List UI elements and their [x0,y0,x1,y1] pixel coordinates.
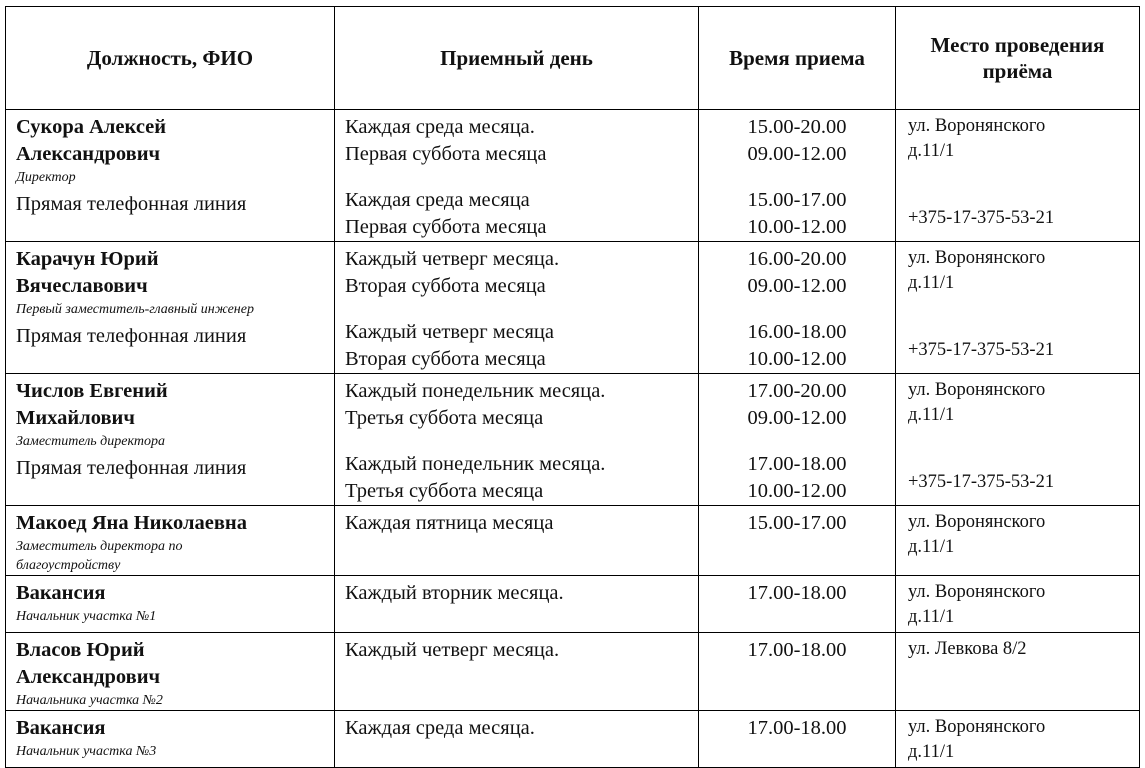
table-header-row [6,7,1140,110]
header-reception-day-label: Приемный день [440,46,593,70]
address-line2: д.11/1 [908,742,955,762]
person-name-line1: Карачун Юрий [16,248,159,270]
person-role: Начальник участка №1 [16,609,157,624]
place-cell [896,576,1140,633]
reception-time: 15.00-20.00 [747,116,847,138]
place-cell [896,374,1140,506]
reception-day: Вторая суббота месяца [345,275,546,297]
table-row [6,633,1140,711]
reception-day: Каждая среда месяца. [345,717,535,739]
table-row [6,242,1140,374]
person-cell [6,633,335,711]
phone-day: Третья суббота месяца [345,480,544,502]
person-role: Заместитель директора [16,434,165,449]
day-cell [335,110,699,242]
reception-time: 09.00-12.00 [747,407,847,429]
header-reception-place-line2: приёма [982,59,1053,83]
time-cell [699,633,896,711]
phone-time: 10.00-12.00 [747,348,847,370]
address-line2: д.11/1 [908,607,955,627]
address-line1: ул. Воронянского [908,116,1046,136]
header-position-name-label: Должность, ФИО [86,46,254,70]
address-line1: ул. Воронянского [908,582,1046,602]
reception-time: 17.00-20.00 [747,380,847,402]
time-cell [699,242,896,374]
place-cell [896,506,1140,576]
header-position-name [6,7,335,110]
phone-day: Каждый четверг месяца [345,321,554,343]
phone-line-label: Прямая телефонная линия [16,325,247,347]
person-name-line1: Власов Юрий [16,639,145,661]
reception-day: Каждая пятница месяца [345,512,554,534]
person-name-line2: Михайлович [16,407,135,429]
time-cell [699,506,896,576]
person-name-line2: Александрович [16,143,161,165]
day-cell [335,506,699,576]
phone-number: +375-17-375-53-21 [908,472,1055,492]
person-role: Начальника участка №2 [16,693,163,708]
reception-schedule-table [5,6,1140,768]
person-cell [6,576,335,633]
phone-time: 10.00-12.00 [747,216,847,238]
phone-time: 16.00-18.00 [747,321,847,343]
time-cell [699,374,896,506]
phone-day: Первая суббота месяца [345,216,547,238]
reception-day: Первая суббота месяца [345,143,547,165]
phone-line-label: Прямая телефонная линия [16,193,247,215]
person-cell [6,374,335,506]
phone-day: Вторая суббота месяца [345,348,546,370]
day-cell [335,242,699,374]
time-cell [699,110,896,242]
person-role: Директор [16,170,76,185]
day-cell [335,374,699,506]
person-role-line1: Заместитель директора по [16,539,183,554]
reception-day: Третья суббота месяца [345,407,544,429]
phone-time: 17.00-18.00 [747,453,847,475]
time-cell [699,576,896,633]
reception-time: 09.00-12.00 [747,143,847,165]
person-name-line1: Вакансия [16,582,106,604]
phone-time: 10.00-12.00 [747,480,847,502]
person-cell [6,110,335,242]
address-line1: ул. Левкова 8/2 [908,639,1027,659]
header-reception-time [699,7,896,110]
table-row [6,576,1140,633]
place-cell [896,242,1140,374]
address-line1: ул. Воронянского [908,717,1046,737]
phone-line-label: Прямая телефонная линия [16,457,247,479]
person-name-line2: Вячеславович [16,275,148,297]
header-reception-time-label: Время приема [729,46,865,70]
reception-time: 16.00-20.00 [747,248,847,270]
header-reception-place [896,7,1140,110]
table-row [6,711,1140,768]
person-cell [6,242,335,374]
reception-day: Каждый понедельник месяца. [345,380,606,402]
place-cell [896,633,1140,711]
address-line1: ул. Воронянского [908,248,1046,268]
reception-time: 17.00-18.00 [747,639,847,661]
person-name-line1: Сукора Алексей [16,116,167,138]
day-cell [335,576,699,633]
reception-time: 17.00-18.00 [747,582,847,604]
person-cell [6,711,335,768]
person-role: Начальник участка №3 [16,744,157,759]
person-cell [6,506,335,576]
address-line1: ул. Воронянского [908,512,1046,532]
table-row [6,110,1140,242]
reception-time: 15.00-17.00 [747,512,847,534]
person-name-line1: Макоед Яна Николаевна [16,512,247,534]
reception-day: Каждый вторник месяца. [345,582,564,604]
reception-day: Каждый четверг месяца. [345,248,560,270]
reception-time: 09.00-12.00 [747,275,847,297]
time-cell [699,711,896,768]
phone-time: 15.00-17.00 [747,189,847,211]
phone-day: Каждый понедельник месяца. [345,453,606,475]
header-reception-day [335,7,699,110]
header-reception-place-line1: Место проведения [930,33,1105,57]
place-cell [896,110,1140,242]
address-line2: д.11/1 [908,537,955,557]
phone-day: Каждая среда месяца [345,189,530,211]
address-line1: ул. Воронянского [908,380,1046,400]
person-role-line2: благоустройству [16,558,121,573]
person-name-line2: Александрович [16,666,161,688]
reception-time: 17.00-18.00 [747,717,847,739]
table-row [6,374,1140,506]
reception-day: Каждая среда месяца. [345,116,535,138]
phone-number: +375-17-375-53-21 [908,208,1055,228]
address-line2: д.11/1 [908,405,955,425]
table-row [6,506,1140,576]
address-line2: д.11/1 [908,141,955,161]
phone-number: +375-17-375-53-21 [908,340,1055,360]
address-line2: д.11/1 [908,273,955,293]
person-name-line1: Числов Евгений [16,380,168,402]
reception-day: Каждый четверг месяца. [345,639,560,661]
day-cell [335,633,699,711]
day-cell [335,711,699,768]
person-role: Первый заместитель-главный инженер [16,302,254,317]
person-name-line1: Вакансия [16,717,106,739]
place-cell [896,711,1140,768]
